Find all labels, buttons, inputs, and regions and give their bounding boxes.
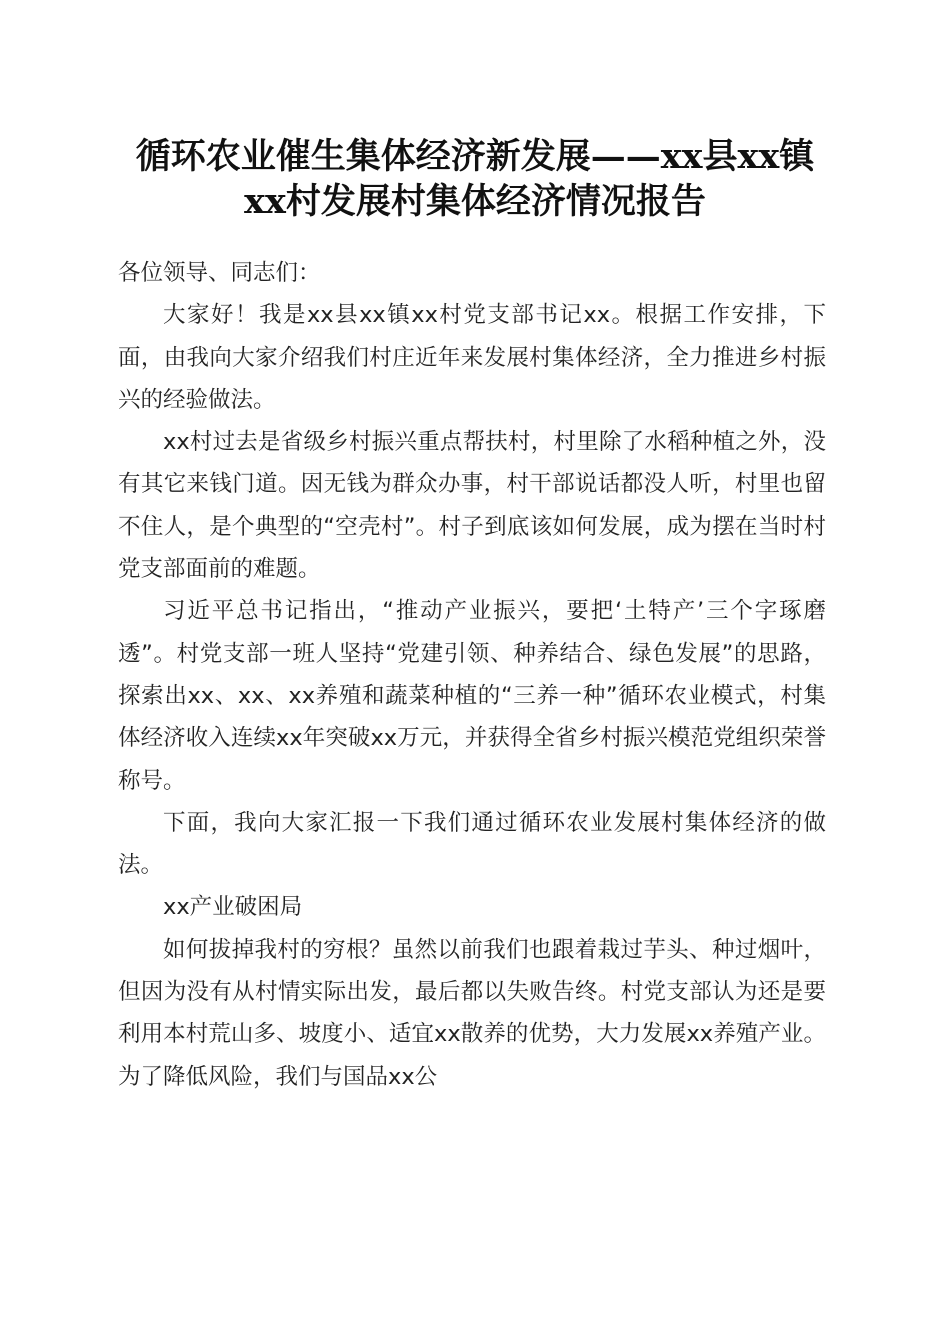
title-line-1: 循环农业催生集体经济新发展——xx县xx镇 (135, 136, 815, 177)
document-body (118, 252, 826, 1098)
paragraph-background: xx村过去是省级乡村振兴重点帮扶村，村里除了水稻种植之外，没有其它来钱门道。因无钱为群众办事，村干部说话都没人听，村里也留不住人，是个典型的“空壳村”。村子到底该如何发展，成为摆在当时村党支部面前的难题。 (118, 429, 826, 583)
section-heading: xx产业破困局 (163, 894, 303, 921)
greeting: 各位领导、同志们： (118, 260, 321, 286)
paragraph-transition: 下面，我向大家汇报一下我们通过循环农业发展村集体经济的做法。 (118, 809, 826, 879)
paragraph-industry: 如何拔掉我村的穷根？虽然以前我们也跟着栽过芋头、种过烟叶，但因为没有从村情实际出发，最后都以失败告终。村党支部认为还是要利用本村荒山多、坡度小、适宜xx散养的优势，大力发展xx养殖产业。为了降低风险，我们与国品xx公 (118, 936, 826, 1090)
paragraph-approach: 习近平总书记指出，“推动产业振兴，要把‘土特产’三个字琢磨透”。村党支部一班人坚持“党建引领、种养结合、绿色发展”的思路，探索出xx、xx、xx养殖和蔬菜种植的“三养一种”循环农业模式，村集体经济收入连续xx年突破xx万元，并获得全省乡村振兴模范党组织荣誉称号。 (118, 598, 826, 794)
paragraph-intro: 大家好！我是xx县xx镇xx村党支部书记xx。根据工作安排，下面，由我向大家介绍我们村庄近年来发展村集体经济，全力推进乡村振兴的经验做法。 (118, 302, 826, 413)
title-line-2: xx村发展村集体经济情况报告 (244, 181, 706, 222)
document-title (100, 134, 850, 224)
